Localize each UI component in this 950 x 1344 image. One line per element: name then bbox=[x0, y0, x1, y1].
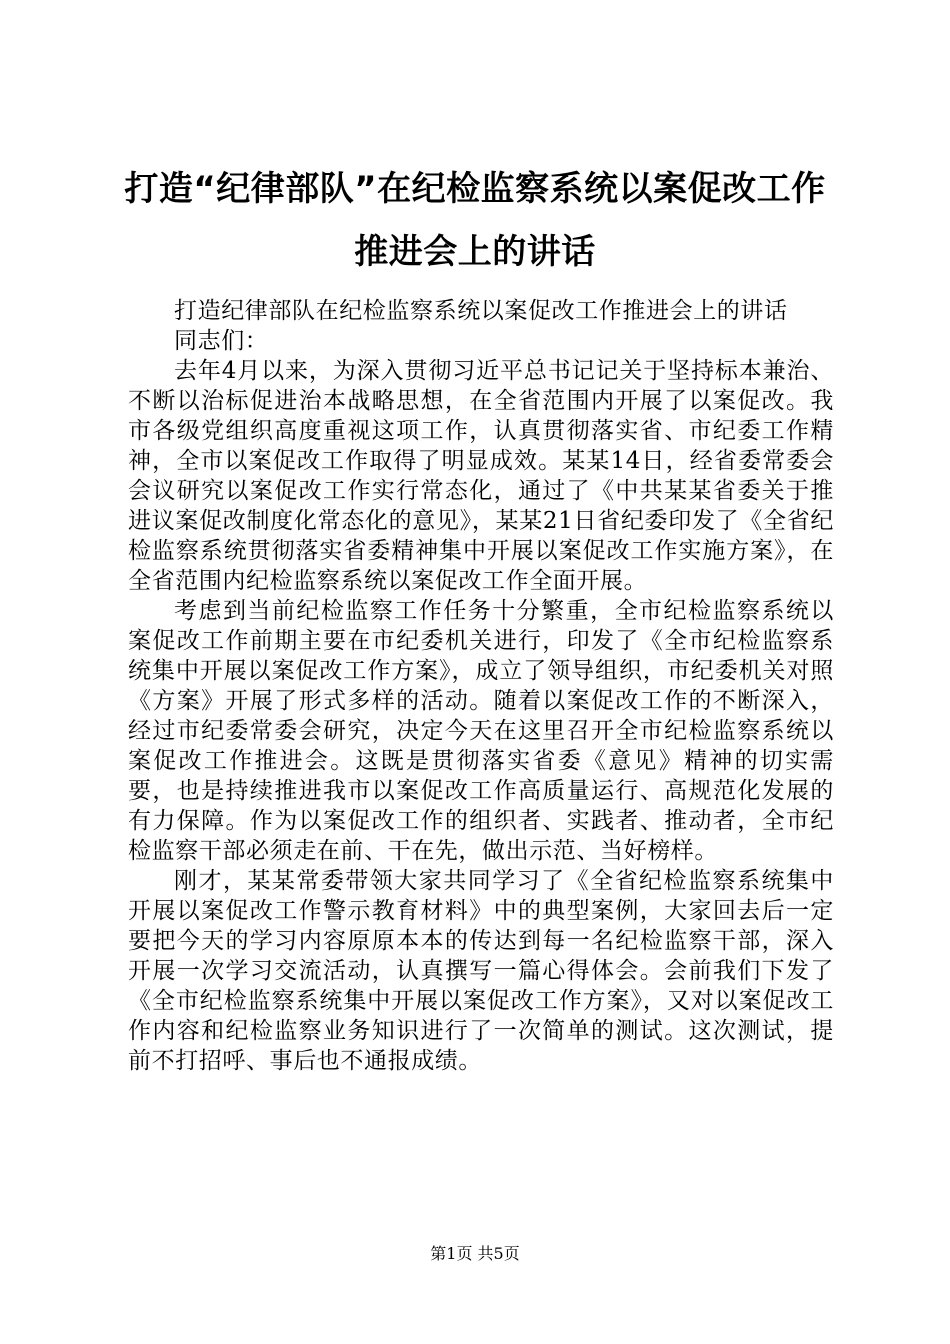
document-body bbox=[128, 296, 834, 1076]
body-paragraph-3: 刚才，某某常委带领大家共同学习了《全省纪检监察系统集中开展以案促改工作警示教育材料》中的典型案例，大家回去后一定要把今天的学习内容原原本本的传达到每一名纪检监察干部，深入开展一次学习交流活动，认真撰写一篇心得体会。会前我们下发了《全市纪检监察系统集中开展以案促改工作方案》，又对以案促改工作内容和纪检监察业务知识进行了一次简单的测试。这次测试，提前不打招呼、事后也不通报成绩。 bbox=[128, 868, 834, 1074]
page-footer: 第1页 共5页 bbox=[430, 1244, 520, 1263]
subtitle-paragraph: 打造纪律部队在纪检监察系统以案促改工作推进会上的讲话 bbox=[174, 298, 788, 324]
body-paragraph-2: 考虑到当前纪检监察工作任务十分繁重，全市纪检监察系统以案促改工作前期主要在市纪委机关进行，印发了《全市纪检监察系统集中开展以案促改工作方案》，成立了领导组织，市纪委机关对照《方案》开展了形式多样的活动。随着以案促改工作的不断深入，经过市纪委常委会研究，决定今天在这里召开全市纪检监察系统以案促改工作推进会。这既是贯彻落实省委《意见》精神的切实需要，也是持续推进我市以案促改工作高质量运行、高规范化发展的有力保障。作为以案促改工作的组织者、实践者、推动者，全市纪检监察干部必须走在前、干在先，做出示范、当好榜样。 bbox=[128, 598, 834, 864]
body-paragraph-1: 去年4月以来，为深入贯彻习近平总书记记关于坚持标本兼治、不断以治标促进治本战略思想，在全省范围内开展了以案促改。我市各级党组织高度重视这项工作，认真贯彻落实省、市纪委工作精神，全市以案促改工作取得了明显成效。某某14日，经省委常委会会议研究以案促改工作实行常态化，通过了《中共某某省委关于推进议案促改制度化常态化的意见》，某某21日省纪委印发了《全省纪检监察系统贯彻落实省委精神集中开展以案促改工作实施方案》，在全省范围内纪检监察系统以案促改工作全面开展。 bbox=[128, 358, 834, 594]
salutation: 同志们： bbox=[174, 328, 269, 354]
document-title: 打造“纪律部队”在纪检监察系统以案促改工作推进会上的讲话 bbox=[124, 169, 826, 272]
